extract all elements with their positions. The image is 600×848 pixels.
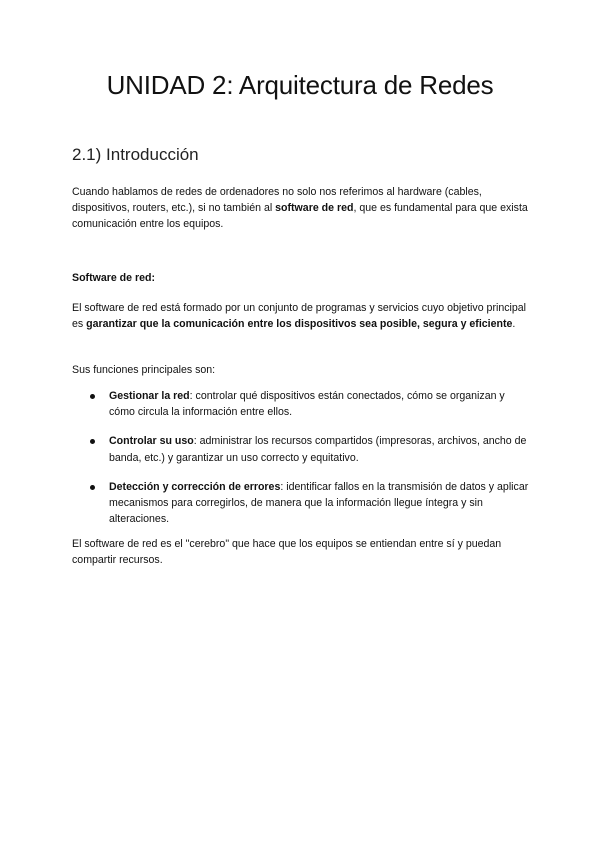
intro-text-2: , que es fundamental para que exista comunicación entre los equipos. [72, 202, 528, 231]
conclusion-paragraph: El software de red es el "cerebro" que hace que los equipos se entiendan entre sí y puedan compartir recursos. [72, 538, 502, 567]
definition-text-2: . [512, 318, 516, 331]
section-heading: 2.1) Introducción [72, 145, 199, 164]
list-item [90, 479, 530, 528]
functions-intro: Sus funciones principales son: [72, 364, 216, 376]
intro-paragraph [72, 184, 532, 233]
bullet-dot-icon [90, 439, 95, 444]
bullet-dot-icon [90, 485, 95, 490]
list-item-text: : administrar los recursos compartidos (impresoras, archivos, ancho de banda, etc.) y garantizar un uso correcto y equitativo. [109, 435, 527, 464]
bullet-dot-icon [90, 394, 95, 399]
subheading: Software de red: [72, 272, 156, 284]
list-item-term: Controlar su uso [109, 435, 194, 448]
list-item [90, 433, 530, 465]
definition-bold: garantizar que la comunicación entre los dispositivos sea posible, segura y eficiente [86, 318, 513, 331]
intro-bold-term: software de red [275, 202, 354, 215]
list-item [90, 388, 530, 420]
functions-list [90, 388, 530, 540]
list-item-term: Gestionar la red [109, 390, 190, 402]
list-item-term: Detección y corrección de errores [109, 480, 281, 493]
intro-text-1: Cuando hablamos de redes de ordenadores no solo nos referimos al hardware (cables, dispositivos, routers, etc.), si no también al [72, 186, 482, 215]
definition-paragraph [72, 300, 532, 332]
list-item-text: : controlar qué dispositivos están conectados, cómo se organizan y cómo circula la información entre ellos. [109, 390, 505, 419]
definition-text-1: El software de red está formado por un conjunto de programas y servicios cuyo objetivo principal es [72, 302, 527, 331]
page-title: UNIDAD 2: Arquitectura de Redes [106, 70, 494, 100]
list-item-text: : identificar fallos en la transmisión de datos y aplicar mecanismos para corregirlos, de manera que la información llegue íntegra y sin alteraciones. [109, 480, 529, 526]
